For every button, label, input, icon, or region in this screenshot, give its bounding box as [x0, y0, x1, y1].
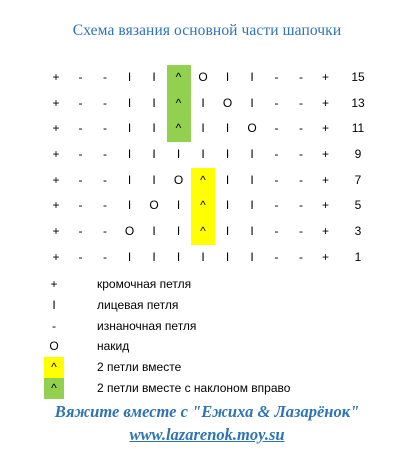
stitch-cell: - [299, 121, 303, 136]
stitch-cell: I [176, 224, 181, 239]
stitch-cell: - [78, 70, 83, 84]
stitch-cell: - [299, 172, 303, 187]
stitch-cell: - [299, 70, 303, 84]
stitch-cell: I [127, 147, 132, 162]
stitch-cell: I [152, 224, 156, 239]
stitch-cell: - [103, 198, 107, 213]
legend-label: накид [97, 339, 130, 354]
legend-label: кромочная петля [97, 277, 192, 291]
stitch-cell: I [225, 121, 230, 136]
stitch-cell: - [274, 147, 279, 162]
stitch-cell: ^ [191, 193, 215, 219]
stitch-cell: - [274, 198, 279, 213]
stitch-cell: - [78, 121, 83, 136]
row-number: 9 [354, 147, 362, 162]
stitch-cell: ^ [167, 116, 191, 142]
stitch-cell: ^ [191, 168, 215, 194]
stitch-cell: I [127, 198, 132, 213]
legend-symbol: O [49, 339, 59, 354]
stitch-cell: + [52, 70, 60, 84]
stitch-cell: I [225, 198, 230, 213]
stitch-cell: I [250, 172, 254, 187]
row-number: 11 [351, 121, 365, 136]
stitch-cell: ^ [167, 91, 191, 117]
stitch-cell: + [52, 198, 60, 213]
stitch-cell: + [52, 121, 60, 136]
chart-title: Схема вязания основной части шапочки [72, 22, 342, 39]
legend-symbol: ^ [44, 357, 64, 378]
stitch-cell: I [176, 249, 181, 264]
legend-label: изнаночная петля [97, 318, 197, 333]
stitch-cell: - [299, 95, 303, 110]
stitch-cell: - [299, 198, 303, 213]
stitch-cell: + [321, 121, 329, 136]
stitch-cell: + [321, 249, 329, 264]
stitch-cell: - [103, 249, 107, 264]
stitch-cell: + [321, 70, 329, 84]
row-number: 15 [351, 70, 365, 84]
stitch-cell: I [152, 95, 156, 110]
stitch-cell: I [127, 121, 132, 136]
stitch-cell: ^ [191, 219, 215, 245]
stitch-cell: O [173, 172, 184, 187]
stitch-cell: - [274, 70, 279, 84]
stitch-cell: I [152, 172, 156, 187]
stitch-cell: O [247, 121, 257, 136]
stitch-cell: O [124, 224, 135, 239]
stitch-cell: I [250, 224, 254, 239]
stitch-cell: I [225, 249, 230, 264]
row-number: 3 [354, 224, 362, 239]
stitch-cell: - [78, 224, 83, 239]
stitch-cell: I [127, 70, 132, 84]
stitch-cell: I [225, 147, 230, 162]
legend-symbol: ^ [44, 378, 64, 399]
stitch-cell: O [198, 70, 208, 84]
stitch-cell: I [127, 249, 132, 264]
stitch-cell: - [103, 224, 107, 239]
stitch-cell: - [274, 95, 279, 110]
stitch-cell: - [299, 224, 303, 239]
stitch-cell: I [225, 224, 230, 239]
stitch-cell: I [250, 70, 254, 84]
stitch-cell: O [149, 198, 159, 213]
stitch-cell: - [103, 172, 107, 187]
stitch-cell: I [201, 95, 205, 110]
stitch-cell: I [176, 198, 181, 213]
stitch-cell: O [222, 95, 233, 110]
stitch-cell: - [78, 249, 83, 264]
stitch-cell: - [274, 249, 279, 264]
stitch-cell: - [299, 147, 303, 162]
stitch-cell: I [201, 121, 205, 136]
stitch-cell: I [152, 70, 156, 84]
stitch-cell: + [52, 172, 60, 187]
stitch-cell: I [225, 70, 230, 84]
stitch-cell: - [299, 249, 303, 264]
stitch-cell: - [103, 147, 107, 162]
legend-label: 2 петли вместе [97, 360, 182, 375]
stitch-cell: - [78, 172, 83, 187]
stitch-cell: - [274, 224, 279, 239]
stitch-cell: I [250, 95, 254, 110]
stitch-cell: I [201, 147, 205, 162]
stitch-cell: - [103, 95, 107, 110]
stitch-cell: I [152, 147, 156, 162]
stitch-cell: ^ [167, 65, 191, 91]
stitch-cell: - [103, 121, 107, 136]
stitch-cell: + [52, 147, 60, 162]
stitch-cell: I [127, 95, 132, 110]
stitch-cell: I [176, 147, 181, 162]
stitch-cell: - [78, 147, 83, 162]
legend-symbol: I [52, 297, 56, 312]
stitch-cell: + [321, 147, 329, 162]
stitch-cell: - [274, 121, 279, 136]
stitch-cell: I [201, 249, 205, 264]
stitch-cell: - [274, 172, 279, 187]
stitch-cell: + [52, 249, 60, 264]
stitch-cell: I [152, 249, 156, 264]
legend-label: лицевая петля [97, 297, 179, 312]
row-number: 13 [351, 95, 365, 110]
legend-label: 2 петли вместе с наклоном вправо [97, 380, 291, 395]
stitch-cell: I [152, 121, 156, 136]
footer-slogan: Вяжите вместе с "Ежиха & Лазарёнок" [54, 402, 360, 421]
stitch-cell: I [127, 172, 132, 187]
stitch-cell: I [250, 147, 254, 162]
legend-symbol: + [50, 277, 58, 291]
stitch-cell: + [321, 224, 329, 239]
footer-website-link[interactable]: www.lazarenok.moy.su [129, 425, 285, 444]
stitch-cell: I [250, 249, 254, 264]
legend-symbol: - [52, 318, 56, 333]
stitch-cell: - [78, 198, 83, 213]
stitch-cell: I [250, 198, 254, 213]
stitch-cell: + [321, 95, 329, 110]
stitch-cell: + [321, 172, 329, 187]
stitch-cell: - [103, 70, 107, 84]
stitch-cell: + [52, 95, 60, 110]
row-number: 5 [354, 198, 362, 213]
stitch-cell: + [321, 198, 329, 213]
row-number: 7 [354, 172, 362, 187]
stitch-cell: I [225, 172, 230, 187]
stitch-cell: + [52, 224, 60, 239]
stitch-cell: - [78, 95, 83, 110]
row-number: 1 [354, 249, 362, 264]
